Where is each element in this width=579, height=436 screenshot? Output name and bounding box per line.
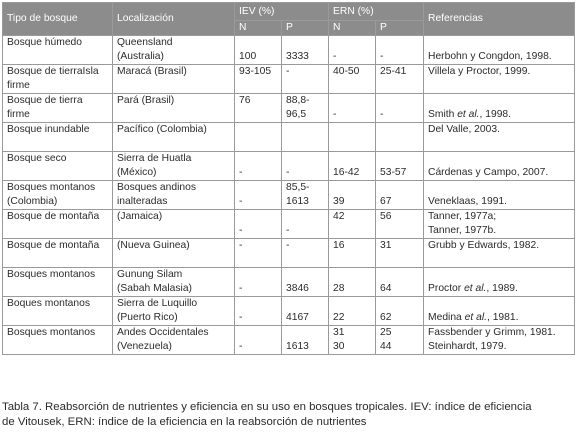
cell-tipo-line-1: Bosques montanos [7, 327, 96, 338]
cell-localizacion [113, 297, 235, 326]
cell-referencia-line-2: Steinhardt, 1979. [428, 341, 507, 352]
cell-referencia [424, 36, 575, 65]
cell-localizacion-line-1: Pacífico (Colombia) [117, 124, 207, 135]
cell-iev-n [235, 152, 282, 181]
table-row [3, 65, 575, 94]
cell-tipo [3, 36, 113, 65]
subheader-iev-n: N [235, 21, 282, 36]
cell-iev-p [282, 239, 329, 268]
cell-iev-p [282, 65, 329, 94]
cell-ern-p-line-2: - [380, 109, 384, 120]
cell-iev-p-line-2: 4167 [286, 312, 309, 323]
cell-localizacion [113, 65, 235, 94]
cell-referencia-line-2: Smith et al., 1998. [428, 109, 512, 120]
cell-referencia-line-1: Tanner, 1977a; [428, 211, 497, 222]
cell-localizacion-line-2: (Puerto Rico) [117, 312, 178, 323]
cell-iev-p-line-2: 1613 [286, 196, 309, 207]
cell-ern-n-line-1: 16 [333, 240, 345, 251]
cell-iev-n-line-1: 76 [239, 95, 251, 106]
cell-ern-p [376, 152, 424, 181]
cell-tipo [3, 65, 113, 94]
cell-tipo-line-1: Bosque de tierra [7, 95, 83, 106]
cell-referencia-line-2: Proctor et al., 1989. [428, 283, 518, 294]
header-row [3, 3, 575, 21]
cell-localizacion [113, 210, 235, 239]
cell-tipo [3, 181, 113, 210]
cell-ern-n [329, 210, 376, 239]
subheader-ern-p: P [376, 21, 424, 36]
cell-iev-p [282, 268, 329, 297]
cell-referencia-line-2: Tanner, 1977b. [428, 225, 497, 236]
cell-tipo-line-1: Boques montanos [7, 298, 91, 309]
cell-localizacion-line-1: Andes Occidentales [117, 327, 209, 338]
cell-ern-p-line-2: 53-57 [380, 167, 407, 178]
cell-ern-p-line-2: - [380, 51, 384, 62]
cell-tipo-line-1: Bosque de tierraIsla [7, 66, 99, 77]
table-caption [2, 400, 577, 430]
cell-ern-n [329, 268, 376, 297]
cell-referencia-line-1: Del Valle, 2003. [428, 124, 500, 135]
cell-iev-p [282, 123, 329, 152]
cell-ern-p [376, 36, 424, 65]
cell-ern-p [376, 210, 424, 239]
table-row [3, 239, 575, 268]
cell-ern-n-line-2: 28 [333, 283, 345, 294]
cell-iev-n-line-2: - [239, 312, 243, 323]
cell-ern-n [329, 239, 376, 268]
table-row [3, 123, 575, 152]
cell-tipo-line-1: Bosques montanos [7, 182, 96, 193]
table-body [3, 36, 575, 355]
cell-tipo-line-2: (Colombia) [7, 196, 58, 207]
cell-localizacion-line-2: (Venezuela) [117, 341, 172, 352]
cell-referencia-line-2: Medina et al., 1981. [428, 312, 519, 323]
cell-referencia [424, 94, 575, 123]
cell-iev-p-line-2: 1613 [286, 341, 309, 352]
cell-iev-n [235, 326, 282, 355]
cell-ern-p-line-2: 62 [380, 312, 392, 323]
cell-ern-n-line-2: - [333, 51, 337, 62]
cell-ern-n [329, 152, 376, 181]
cell-referencia-line-1: Villela y Proctor, 1999. [428, 66, 531, 77]
cell-ern-n [329, 36, 376, 65]
cell-localizacion-line-1: (Jamaica) [117, 211, 163, 222]
data-table [2, 2, 575, 355]
cell-referencia [424, 297, 575, 326]
cell-tipo [3, 123, 113, 152]
cell-tipo [3, 239, 113, 268]
cell-ern-p [376, 94, 424, 123]
cell-iev-p-line-1: - [286, 66, 290, 77]
header-iev: IEV (%) [235, 3, 329, 21]
cell-iev-p [282, 326, 329, 355]
cell-ern-p [376, 268, 424, 297]
cell-localizacion-line-2: (Australia) [117, 51, 164, 62]
cell-iev-n [235, 239, 282, 268]
cell-ern-n-line-1: 31 [333, 327, 345, 338]
cell-tipo-line-1: Bosques montanos [7, 269, 96, 280]
cell-iev-p [282, 210, 329, 239]
cell-iev-n-line-2: - [239, 225, 243, 236]
cell-tipo [3, 326, 113, 355]
cell-referencia-line-1: Grubb y Edwards, 1982. [428, 240, 540, 251]
cell-localizacion-line-1: Sierra de Huatla [117, 153, 192, 164]
cell-ern-n [329, 123, 376, 152]
cell-iev-p [282, 152, 329, 181]
cell-iev-n [235, 210, 282, 239]
cell-localizacion-line-1: (Nueva Guinea) [117, 240, 190, 251]
cell-iev-n-line-2: - [239, 196, 243, 207]
table-row [3, 36, 575, 65]
cell-iev-p-line-2: 3846 [286, 283, 309, 294]
cell-ern-p-line-2: 44 [380, 341, 392, 352]
cell-ern-n-line-2: 39 [333, 196, 345, 207]
cell-iev-n [235, 94, 282, 123]
cell-iev-p-line-1: - [286, 240, 290, 251]
cell-tipo [3, 297, 113, 326]
cell-referencia [424, 268, 575, 297]
cell-iev-p-line-2: - [286, 225, 290, 236]
cell-iev-p-line-2: - [286, 167, 290, 178]
cell-iev-n-line-2: - [239, 283, 243, 294]
cell-localizacion-line-1: Bosques andinos [117, 182, 197, 193]
cell-iev-n-line-2: 100 [239, 51, 257, 62]
cell-iev-n-line-2: - [239, 167, 243, 178]
cell-ern-p-line-1: 25-41 [380, 66, 407, 77]
caption-line-1: Tabla 7. Reabsorción de nutrientes y eficiencia en su uso en bosques tropicales. IEV: índice de eficiencia [2, 401, 532, 413]
cell-ern-p [376, 326, 424, 355]
cell-localizacion-line-2: (Sabah Malasia) [117, 283, 192, 294]
cell-ern-n-line-2: - [333, 109, 337, 120]
cell-tipo [3, 210, 113, 239]
cell-tipo-line-2: firme [7, 80, 30, 91]
cell-iev-p-line-1: 88,8- [286, 95, 310, 106]
cell-ern-p-line-2: 67 [380, 196, 392, 207]
cell-iev-p [282, 297, 329, 326]
cell-localizacion-line-2: (México) [117, 167, 157, 178]
cell-iev-n [235, 297, 282, 326]
cell-localizacion [113, 239, 235, 268]
cell-iev-p [282, 36, 329, 65]
cell-ern-p [376, 65, 424, 94]
cell-ern-p-line-1: 56 [380, 211, 392, 222]
header-localizacion: Localización [113, 3, 235, 36]
cell-ern-p-line-1: 31 [380, 240, 392, 251]
cell-ern-n-line-1: 42 [333, 211, 345, 222]
header-tipo: Tipo de bosque [3, 3, 113, 36]
cell-referencia-line-2: Veneklaas, 1991. [428, 196, 508, 207]
cell-ern-p [376, 239, 424, 268]
cell-localizacion-line-1: Gunung Silam [117, 269, 183, 280]
cell-ern-n [329, 297, 376, 326]
cell-referencia-line-2: Herbohn y Congdon, 1998. [428, 51, 552, 62]
cell-ern-n [329, 65, 376, 94]
cell-localizacion-line-2: inalteradas [117, 196, 168, 207]
table-row [3, 181, 575, 210]
cell-tipo-line-1: Bosque de montaña [7, 240, 100, 251]
cell-iev-n [235, 268, 282, 297]
cell-localizacion [113, 326, 235, 355]
cell-referencia [424, 152, 575, 181]
cell-referencia [424, 326, 575, 355]
cell-tipo-line-1: Bosque seco [7, 153, 67, 164]
cell-ern-n [329, 94, 376, 123]
cell-referencia-line-2: Cárdenas y Campo, 2007. [428, 167, 549, 178]
cell-localizacion-line-1: Pará (Brasil) [117, 95, 175, 106]
cell-ern-n-line-2: 16-42 [333, 167, 360, 178]
cell-ern-n-line-2: 30 [333, 341, 345, 352]
cell-localizacion [113, 123, 235, 152]
cell-ern-p [376, 297, 424, 326]
cell-iev-n [235, 123, 282, 152]
cell-tipo [3, 152, 113, 181]
cell-tipo-line-2: firme [7, 109, 30, 120]
cell-localizacion [113, 36, 235, 65]
cell-iev-n-line-2: - [239, 341, 243, 352]
table-row [3, 268, 575, 297]
cell-iev-p [282, 181, 329, 210]
cell-iev-n-line-1: - [239, 240, 243, 251]
cell-referencia [424, 123, 575, 152]
cell-ern-n-line-1: 40-50 [333, 66, 360, 77]
cell-referencia [424, 210, 575, 239]
cell-iev-n [235, 65, 282, 94]
table-row [3, 94, 575, 123]
cell-referencia [424, 239, 575, 268]
cell-ern-p [376, 123, 424, 152]
table-row [3, 152, 575, 181]
cell-ern-n [329, 181, 376, 210]
cell-localizacion-line-1: Maracá (Brasil) [117, 66, 187, 77]
cell-iev-p [282, 94, 329, 123]
cell-iev-n [235, 36, 282, 65]
cell-ern-n [329, 326, 376, 355]
cell-localizacion-line-1: Queensland [117, 37, 173, 48]
cell-localizacion-line-1: Sierra de Luquillo [117, 298, 198, 309]
cell-localizacion [113, 268, 235, 297]
cell-tipo [3, 268, 113, 297]
cell-tipo-line-1: Bosque inundable [7, 124, 90, 135]
cell-tipo [3, 94, 113, 123]
table-row [3, 326, 575, 355]
subheader-ern-n: N [329, 21, 376, 36]
cell-ern-p-line-1: 25 [380, 327, 392, 338]
table-row [3, 297, 575, 326]
header-ern: ERN (%) [329, 3, 424, 21]
cell-referencia [424, 181, 575, 210]
cell-ern-p-line-2: 64 [380, 283, 392, 294]
cell-localizacion [113, 94, 235, 123]
cell-ern-p [376, 181, 424, 210]
cell-localizacion [113, 152, 235, 181]
cell-referencia-line-1: Fassbender y Grimm, 1981. [428, 327, 556, 338]
cell-referencia [424, 65, 575, 94]
cell-ern-n-line-2: 22 [333, 312, 345, 323]
cell-iev-p-line-2: 3333 [286, 51, 309, 62]
cell-iev-p-line-1: 85,5- [286, 182, 310, 193]
cell-tipo-line-1: Bosque de montaña [7, 211, 100, 222]
cell-localizacion [113, 181, 235, 210]
caption-line-2: de Vitousek, ERN: índice de la eficiencia en la reabsorción de nutrientes [2, 416, 367, 428]
cell-iev-n [235, 181, 282, 210]
cell-iev-n-line-1: 93-105 [239, 66, 272, 77]
header-referencias: Referencias [424, 3, 575, 36]
cell-iev-p-line-2: 96,5 [286, 109, 307, 120]
table-row [3, 210, 575, 239]
cell-tipo-line-1: Bosque húmedo [7, 37, 82, 48]
subheader-iev-p: P [282, 21, 329, 36]
